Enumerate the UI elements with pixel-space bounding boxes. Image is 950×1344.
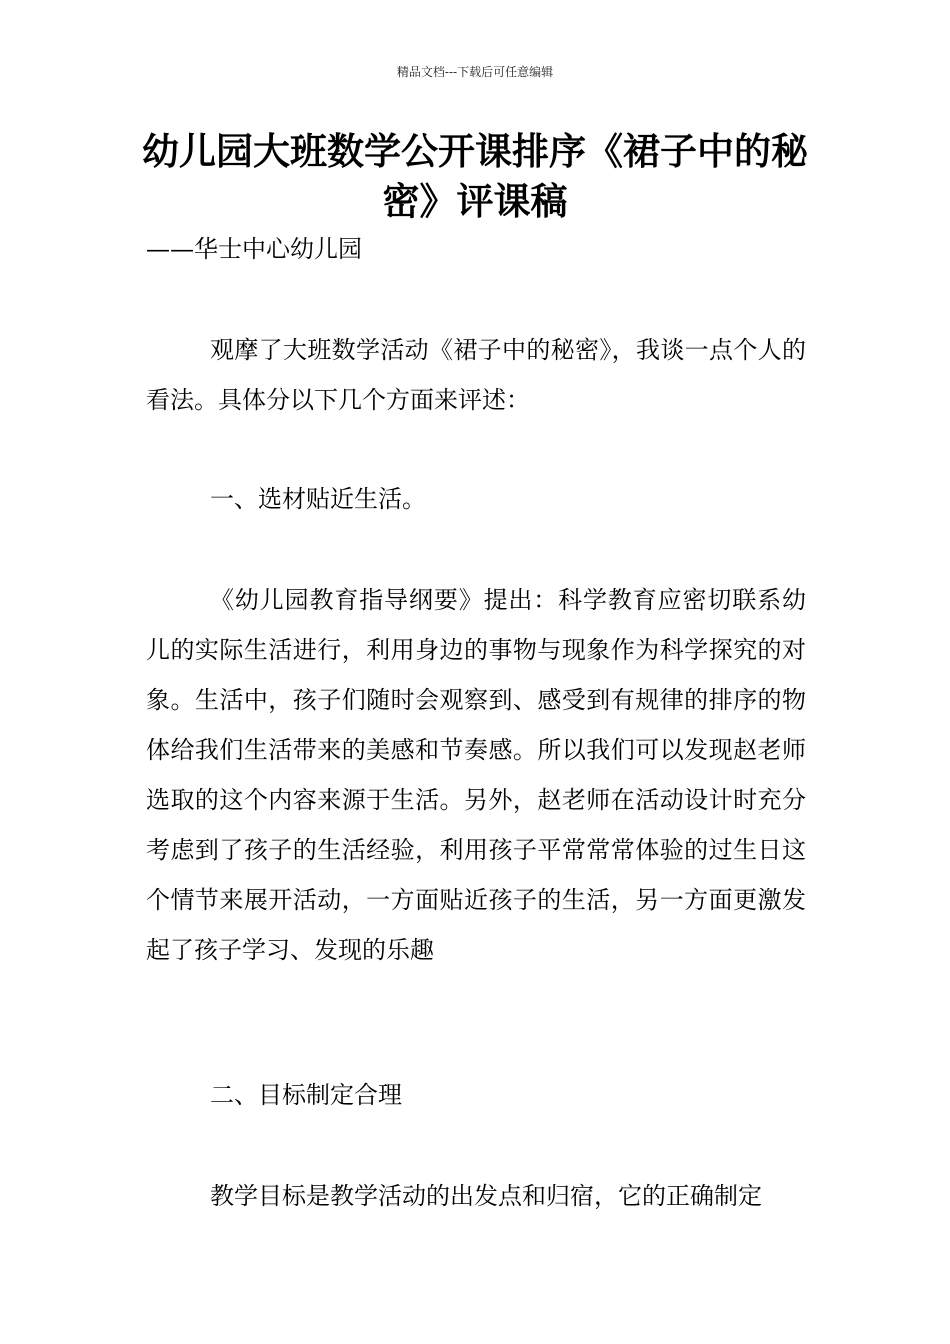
section-1-heading: 一、选材贴近生活。: [210, 485, 426, 513]
document-subtitle: ——华士中心幼儿园: [146, 235, 362, 263]
intro-paragraph: 观摩了大班数学活动《裙子中的秘密》，我谈一点个人的看法。具体分以下几个方面来评述：: [146, 336, 806, 414]
document-title: 幼儿园大班数学公开课排序《裙子中的秘密》评课稿: [142, 130, 808, 223]
section-2-paragraph: 教学目标是教学活动的出发点和归宿，它的正确制定: [210, 1182, 762, 1210]
section-1-paragraph: 《幼儿园教育指导纲要》提出：科学教育应密切联系幼儿的实际生活进行，利用身边的事物与现象作为科学探究的对象。生活中，孩子们随时会观察到、感受到有规律的排序的物体给我们生活带来的美感和节奏感。所以我们可以发现赵老师选取的这个内容来源于生活。另外，赵老师在活动设计时充分考虑到了孩子的生活经验，利用孩子平常常常体验的过生日这个情节来展开活动，一方面贴近孩子的生活，另一方面更激发起了孩子学习、发现的乐趣: [146, 586, 806, 964]
page-header: 精品文档---下载后可任意编辑: [396, 65, 554, 79]
section-2-heading: 二、目标制定合理: [210, 1081, 402, 1109]
